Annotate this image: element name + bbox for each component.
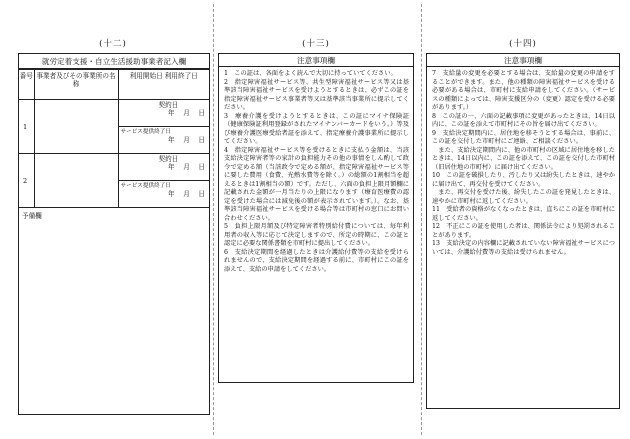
note-item: 6 支給決定期間を経過したときは介護給付費等の支給を受けられませんので、支給決定期間を経過する前に、市町村にこの証を添えて、支給の申請をしてください。 bbox=[224, 248, 409, 273]
end-date-cell[interactable] bbox=[118, 127, 209, 154]
note-item: 11 受給者の資格がなくなったときは、直ちにこの証を市町村に返してください。 bbox=[432, 206, 615, 222]
note-item: 1 この証は、各面をよく読んで大切に持っていてください。 bbox=[224, 70, 397, 77]
note-item: 8 この証の一、六面の記載事項に変更があったときは、14日以内に、この証を添えて市町村にその旨を届け出てください。 bbox=[432, 112, 615, 128]
header-dates: 利用開始日 利用終了日 bbox=[118, 70, 209, 100]
row-number: 1 bbox=[19, 100, 34, 154]
notes-panel-14 bbox=[426, 53, 620, 409]
start-date-cell[interactable] bbox=[118, 154, 209, 181]
provider-record-panel bbox=[18, 53, 210, 415]
fold-line-1 bbox=[213, 4, 214, 435]
panel-title: 就労定着支援・自立生活援助事業者記入欄 bbox=[19, 54, 209, 69]
notes-list bbox=[427, 67, 619, 257]
contract-date-label: 契約日 bbox=[158, 101, 179, 109]
table-row bbox=[19, 154, 209, 181]
date-fields: 年 月 日 bbox=[168, 136, 206, 144]
start-date-cell[interactable] bbox=[118, 100, 209, 127]
row-number: 2 bbox=[19, 154, 34, 208]
note-item: 2 指定障害福祉サービス等、共生型障害福祉サービス等又は基準該当障害福祉サービスを受けようとするときは、必ずこの証を指定障害福祉サービス事業者等又は基準該当事業所に提示してください。 bbox=[224, 78, 409, 111]
notes-list bbox=[219, 67, 413, 274]
fold-line-2 bbox=[421, 4, 422, 435]
date-fields: 年 月 日 bbox=[168, 190, 206, 198]
end-date-label: サービス提供終了日 bbox=[120, 183, 171, 189]
note-item: 3 療養介護を受けようとするときは、この証にマイナ保険証（健康保険証利用登録がされたマイナンバーカードをいう。）等及び療養介護医療受給者証を添えて、指定療養介護事業所に提示してください。 bbox=[224, 112, 409, 145]
panel-title: 注意事項欄 bbox=[427, 54, 619, 67]
note-item: 5 負担上限月額及び特定障害者特別給付費については、毎年利用者の収入等に応じて決定しますので、所定の時期に、この証と認定に必要な関係書類を市町村に提出してください。 bbox=[224, 223, 409, 247]
contract-date-label: 契約日 bbox=[158, 155, 179, 163]
notes-panel-13 bbox=[218, 53, 414, 383]
table-header-row bbox=[19, 70, 209, 100]
note-item: また、支給決定期間内に、他の市町村の区域に居住地を移したときは、14日以内に、この証を添えて、この証を交付した市町村（旧居住地の市町村）に届け出てください。 bbox=[432, 146, 615, 171]
notes-label: 予備欄 bbox=[22, 212, 42, 220]
provider-table bbox=[19, 69, 209, 208]
provider-name-field[interactable] bbox=[34, 154, 118, 208]
table-row bbox=[19, 100, 209, 127]
note-item: また、再交付を受けた後、紛失したこの証を発見したときは、速やかに市町村に返してください。 bbox=[432, 189, 615, 205]
date-fields: 年 月 日 bbox=[168, 109, 206, 117]
date-fields: 年 月 日 bbox=[168, 163, 206, 171]
note-item: 7 支給量の変更を必要とする場合は、支給量の変更の申請をすることができます。また、他の種類の障害福祉サービスを受ける必要がある場合は、市町村に支給申請をしてください。（サービスの種類によっては、障害支援区分の（変更）認定を受ける必要があります。） bbox=[432, 70, 615, 111]
note-item: 13 支給決定の内容欄に記載されていない障害福祉サービスについては、介護給付費等の支給は受けられません。 bbox=[432, 240, 615, 256]
provider-name-field[interactable] bbox=[34, 100, 118, 154]
panel-number-14: (十四) bbox=[509, 39, 537, 49]
header-number: 番号 bbox=[19, 70, 34, 100]
note-item: 4 指定障害福祉サービス等を受けるときに支払う金額は、当該支給決定障害者等の家計の負担能力その他の事情をしん酌して政令で定める額（当該政令で定める額が、指定障害福祉サービス等に要した費用（食費、光熱水費等を除く。）の総額の1割相当を超えるときは1割相当の額）です。ただし、六面の負担上限月額欄に記載された金額が一月当たりの上限になります（療育医療費の認定を受けた場合には減免後の額が表示されています。）。なお、基準該当障害福祉サービスを受ける場合等は市町村の窓口にお問い合わせください。 bbox=[224, 146, 409, 222]
panel-number-12: (十二) bbox=[99, 39, 127, 49]
end-date-label: サービス提供終了日 bbox=[120, 129, 171, 135]
panel-number-13: (十三) bbox=[302, 39, 330, 49]
note-item: 9 支給決定期間内に、居住地を移そうとする場合は、事前に、この証を交付した市町村にご連絡、ご相談ください。 bbox=[432, 129, 615, 145]
panel-title: 注意事項欄 bbox=[219, 54, 413, 67]
header-provider: 事業者及びその事業所の名称 bbox=[34, 70, 118, 100]
end-date-cell[interactable] bbox=[118, 181, 209, 208]
note-item: 10 この証を破損したり、汚したり又は紛失したときは、速やかに届け出て、再交付を受けてください。 bbox=[432, 172, 615, 188]
note-item: 12 不正にこの証を使用した者は、関係法令により処罰されることがあります。 bbox=[432, 223, 615, 239]
